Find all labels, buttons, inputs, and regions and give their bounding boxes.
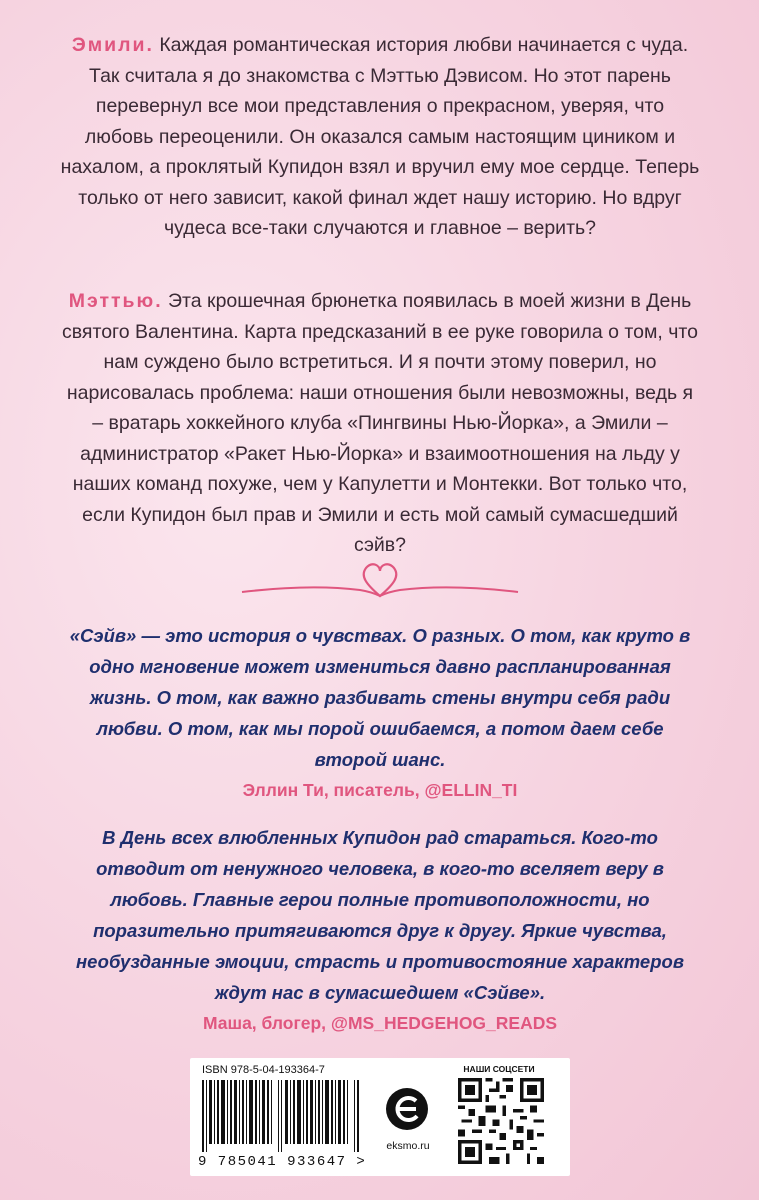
speaker-emily: Эмили.: [71, 34, 154, 56]
quote-1-attribution: Эллин Ти, писатель, @ELLIN_TI: [242, 780, 518, 800]
speaker-matthew: Мэттью.: [68, 290, 163, 312]
quote-2: [60, 822, 700, 1039]
barcode-icon: [202, 1080, 362, 1152]
social-label: НАШИ СОЦСЕТИ: [463, 1064, 535, 1074]
heart-divider-icon: [240, 556, 520, 606]
barcode-digits: 9 785041 933647 >: [198, 1154, 367, 1170]
blurb-emily-text: Каждая романтическая история любви начинается с чуда. Так считала я до знакомства с Мэттью Дэвисом. Но этот парень перевернул все мои представления о прекрасном, уверяя, что любовь переоценили. Он оказался самым настоящим циником и нахалом, а проклятый Купидон взял и вручил ему мое сердце. Теперь только от него зависит, какой финал ждет нашу историю. Но вдруг чудеса все-таки случаются и главное – верить?: [60, 34, 700, 239]
publisher-site: eksmo.ru: [386, 1140, 430, 1152]
eksmo-logo-icon: [384, 1086, 430, 1132]
blurb-emily: [60, 30, 700, 244]
quote-1-text: «Сэйв» — это история о чувствах. О разных. О том, как круто в одно мгновение может измениться давно распланированная жизнь. О том, как важно разбивать стены внутри себя ради любви. О том, как мы порой ошибаемся, а потом даем себе второй шанс.: [69, 625, 691, 770]
quote-1: [60, 620, 700, 806]
blurb-matthew: [60, 286, 700, 561]
blurb-matthew-text: Эта крошечная брюнетка появилась в моей жизни в День святого Валентина. Карта предсказаний в ее руке говорила о том, что нам суждено было встретиться. И я почти этому поверил, но нарисовалась проблема: наши отношения были невозможны, ведь я – вратарь хоккейного клуба «Пингвины Нью-Йорка», а Эмили – администратор «Ракет Нью-Йорка» и взаимоотношения на льду у наших команд похуже, чем у Капулетти и Монтекки. Вот только что, если Купидон был прав и Эмили и есть мой самый сумасшедший сэйв?: [62, 290, 698, 556]
quote-2-attribution: Маша, блогер, @MS_HEDGEHOG_READS: [202, 1013, 558, 1033]
qr-code-icon: [458, 1078, 544, 1164]
isbn-info-box: [190, 1058, 570, 1176]
isbn-text: ISBN 978-5-04-193364-7: [202, 1064, 325, 1076]
quote-2-text: В День всех влюбленных Купидон рад стараться. Кого-то отводит от ненужного человека, в кого-то вселяет веру в любовь. Главные герои полные противоположности, но поразительно притягиваются друг к другу. Яркие чувства, необузданные эмоции, страсть и противостояние характеров ждут нас в сумасшедшем «Сэйве».: [75, 827, 685, 1003]
